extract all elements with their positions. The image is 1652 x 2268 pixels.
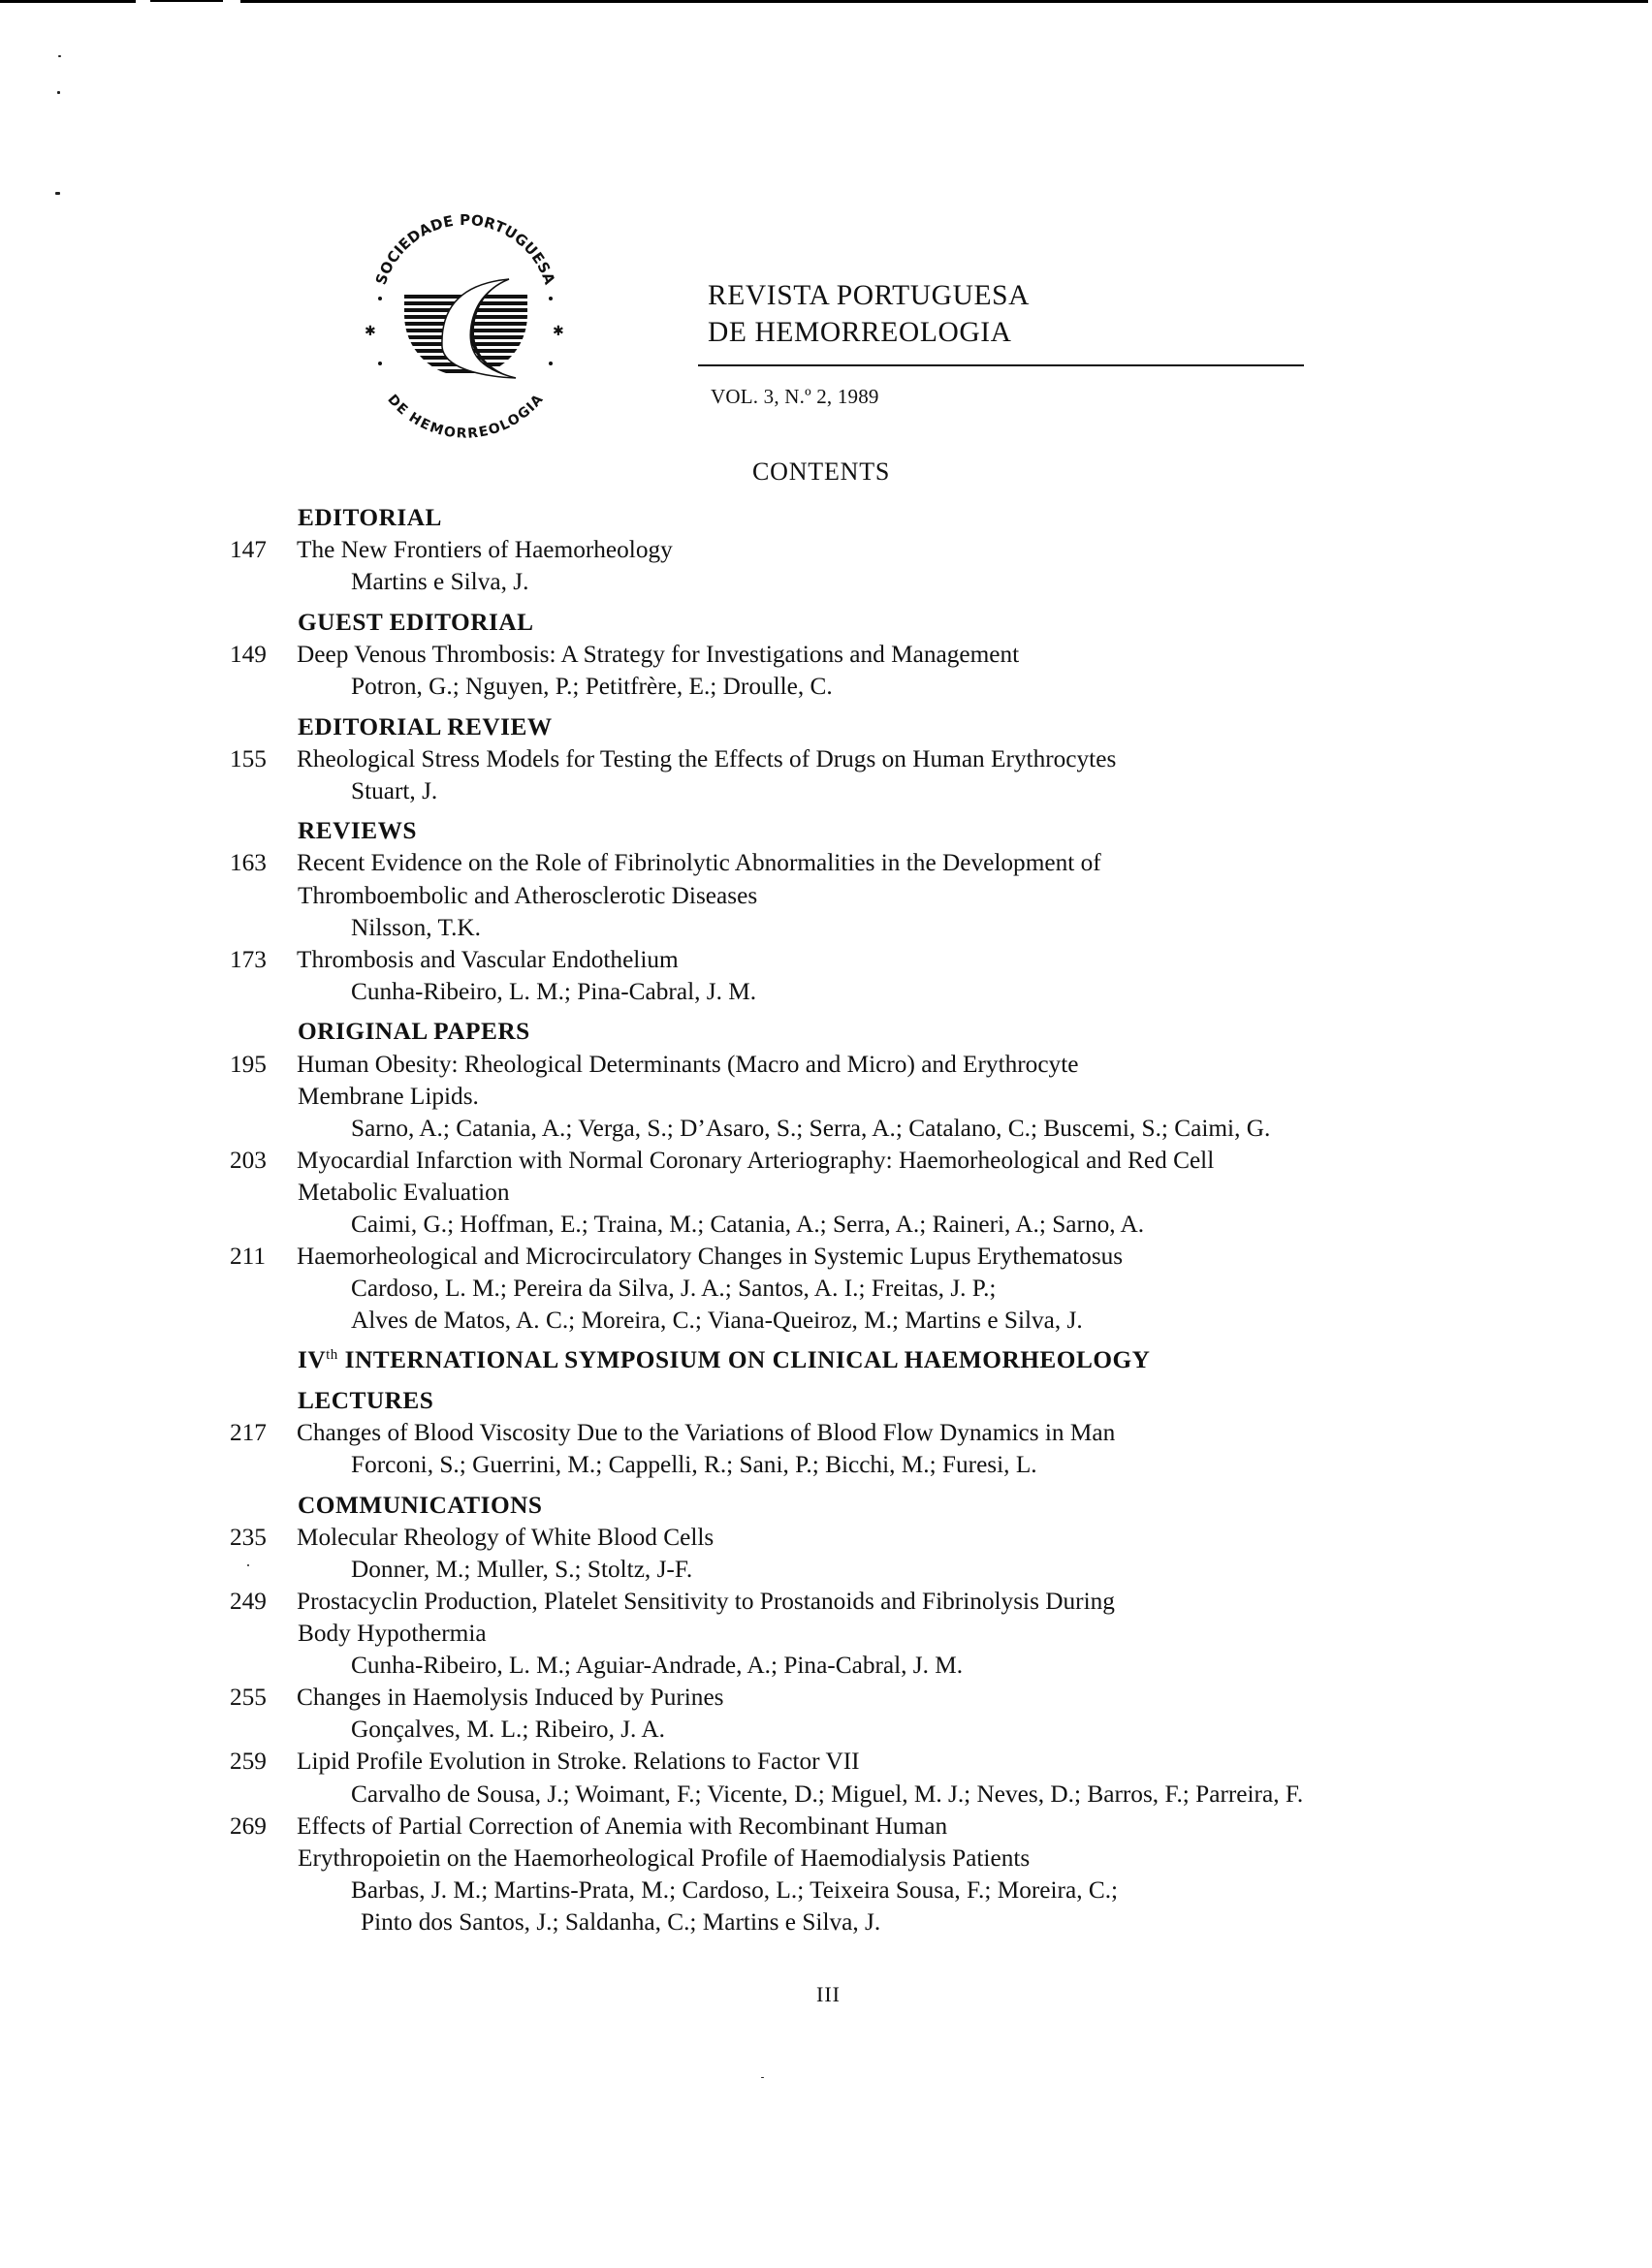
entry-authors: Forconi, S.; Guerrini, M.; Cappelli, R.; Sani, P.; Bicchi, M.; Furesi, L. [351,1451,1037,1479]
entry-title-text: Myocardial Infarction with Normal Coronary Arteriography: Haemorheological and Red Cell [297,1146,1215,1174]
page-folio: III [816,1982,841,2006]
toc-entry-title[interactable] [0,1522,1652,1554]
journal-title [708,277,1030,351]
entry-title-text: Molecular Rheology of White Blood Cells [297,1523,715,1551]
entry-authors: Alves de Matos, A. C.; Moreira, C.; Viana-Queiroz, M.; Martins e Silva, J. [351,1307,1083,1335]
logo-bottom-text: DE HEMORREOLOGIA [384,392,547,442]
entry-title-continuation[interactable]: Body Hypothermia [298,1620,487,1648]
page-number: 217 [230,1419,267,1447]
entry-title-text: Human Obesity: Rheological Determinants (Macro and Micro) and Erythrocyte [297,1050,1079,1078]
entry-title-text: Recent Evidence on the Role of Fibrinolytic Abnormalities in the Development of [297,849,1101,877]
toc-entry-title[interactable] [0,1746,1652,1778]
scan-speck [58,55,61,57]
entry-title-text: Haemorheological and Microcirculatory Changes in Systemic Lupus Erythematosus [297,1243,1124,1271]
entry-title-text: Changes of Blood Viscosity Due to the Variations of Blood Flow Dynamics in Man [297,1419,1116,1447]
journal-title-line2: DE HEMORREOLOGIA [708,317,1012,348]
scan-top-border-mid [150,0,223,2]
toc-entry-title[interactable] [0,1586,1652,1618]
toc-entry-title[interactable] [0,1417,1652,1449]
section-heading: EDITORIAL [298,504,442,531]
symposium-ordinal: IV [298,1346,327,1374]
toc-entry-title[interactable] [0,847,1652,879]
toc-entry-title[interactable] [0,639,1652,671]
logo-star-left-icon: ✱ [365,324,376,339]
entry-title-text: Thrombosis and Vascular Endothelium [297,945,679,973]
entry-authors: Cardoso, L. M.; Pereira da Silva, J. A.; Santos, A. I.; Freitas, J. P.; [351,1275,997,1303]
entry-authors: Donner, M.; Muller, S.; Stoltz, J-F. [351,1555,693,1583]
entry-title-continuation[interactable]: Metabolic Evaluation [298,1178,510,1206]
section-heading: REVIEWS [298,817,417,845]
logo-emblem [399,279,535,378]
symposium-heading [0,1344,1652,1376]
table-of-contents [0,502,1652,1938]
entry-title-text: Deep Venous Thrombosis: A Strategy for Investigations and Management [297,640,1020,668]
symposium-title: INTERNATIONAL SYMPOSIUM ON CLINICAL HAEMORHEOLOGY [344,1346,1151,1374]
entry-title-text: Effects of Partial Correction of Anemia with Recombinant Human [297,1811,948,1840]
section-heading: ORIGINAL PAPERS [298,1018,530,1046]
scan-top-border-left [0,0,136,3]
toc-entry-title[interactable] [0,1049,1652,1081]
society-logo [351,194,579,442]
logo-dot [549,362,553,365]
page-number: 269 [230,1811,267,1840]
logo-top-text: SOCIEDADE PORTUGUESA [371,210,559,288]
scan-top-border-right [240,0,1648,3]
toc-entry-title[interactable] [0,1241,1652,1273]
entry-authors: Carvalho de Sousa, J.; Woimant, F.; Vicente, D.; Miguel, M. J.; Neves, D.; Barros, F.; Parreira, F. [351,1780,1304,1808]
entry-title-text: The New Frontiers of Haemorheology [297,536,673,564]
entry-authors: Barbas, J. M.; Martins-Prata, M.; Cardoso, L.; Teixeira Sousa, F.; Moreira, C.; [351,1875,1119,1904]
toc-entry-title[interactable] [0,1811,1652,1843]
logo-star-right-icon: ✱ [553,324,564,339]
section-heading: COMMUNICATIONS [298,1491,543,1519]
symposium-ordinal-suffix: th [326,1347,338,1364]
entry-title-continuation[interactable]: Thromboembolic and Atherosclerotic Diseases [298,881,758,909]
section-heading: LECTURES [298,1386,434,1414]
page-number: 255 [230,1684,267,1712]
journal-title-line1: REVISTA PORTUGUESA [708,280,1031,311]
toc-entry-title[interactable] [0,1145,1652,1177]
page-number: 235 [230,1523,267,1551]
page-number: 163 [230,849,267,877]
entry-authors: Sarno, A.; Catania, A.; Verga, S.; D’Asaro, S.; Serra, A.; Catalano, C.; Buscemi, S.; Caimi, G. [351,1114,1271,1142]
page-number: 195 [230,1050,267,1078]
scan-speck [57,91,60,94]
entry-authors: Cunha-Ribeiro, L. M.; Pina-Cabral, J. M. [351,977,757,1005]
entry-title-text: Lipid Profile Evolution in Stroke. Relations to Factor VII [297,1748,860,1776]
volume-issue: VOL. 3, N.º 2, 1989 [711,385,879,408]
entry-authors: Martins e Silva, J. [351,568,529,596]
page-number: 249 [230,1588,267,1615]
toc-entry-title[interactable] [0,1682,1652,1714]
page-number: 147 [230,536,267,564]
toc-entry-title[interactable] [0,944,1652,976]
logo-dot [378,297,382,300]
entry-title-continuation[interactable]: Membrane Lipids. [298,1082,479,1110]
entry-authors: Cunha-Ribeiro, L. M.; Aguiar-Andrade, A.; Pina-Cabral, J. M. [351,1652,964,1680]
svg-text:DE HEMORREOLOGIA [384,392,546,441]
page-number: 211 [230,1243,267,1271]
scan-speck [761,2077,764,2078]
page-number: 173 [230,945,267,973]
section-heading: GUEST EDITORIAL [298,608,534,636]
entry-authors: Nilsson, T.K. [351,913,481,941]
entry-authors: Stuart, J. [351,776,438,804]
page-number: 155 [230,744,267,772]
section-heading: EDITORIAL REVIEW [298,712,553,740]
entry-authors: Caimi, G.; Hoffman, E.; Traina, M.; Catania, A.; Serra, A.; Raineri, A.; Sarno, A. [351,1210,1145,1238]
title-rule [698,364,1304,366]
entry-authors: Pinto dos Santos, J.; Saldanha, C.; Martins e Silva, J. [361,1907,881,1936]
contents-heading: CONTENTS [752,457,891,486]
logo-dot [378,362,382,365]
entry-title-text: Changes in Haemolysis Induced by Purines [297,1684,724,1712]
entry-title-text: Prostacyclin Production, Platelet Sensitivity to Prostanoids and Fibrinolysis During [297,1588,1115,1615]
entry-title-continuation[interactable]: Erythropoietin on the Haemorheological Profile of Haemodialysis Patients [298,1843,1031,1872]
scan-speck [55,192,60,195]
entry-authors: Potron, G.; Nguyen, P.; Petitfrère, E.; Droulle, C. [351,672,833,700]
logo-dot [549,297,553,300]
entry-authors: Gonçalves, M. L.; Ribeiro, J. A. [351,1716,665,1744]
page-number: 259 [230,1748,267,1776]
entry-title-text: Rheological Stress Models for Testing the Effects of Drugs on Human Erythrocytes [297,744,1117,772]
page-number: 149 [230,640,267,668]
svg-text:SOCIEDADE PORTUGUESA [372,211,558,287]
toc-entry-title[interactable] [0,534,1652,566]
page-number: 203 [230,1146,267,1174]
toc-entry-title[interactable] [0,743,1652,775]
